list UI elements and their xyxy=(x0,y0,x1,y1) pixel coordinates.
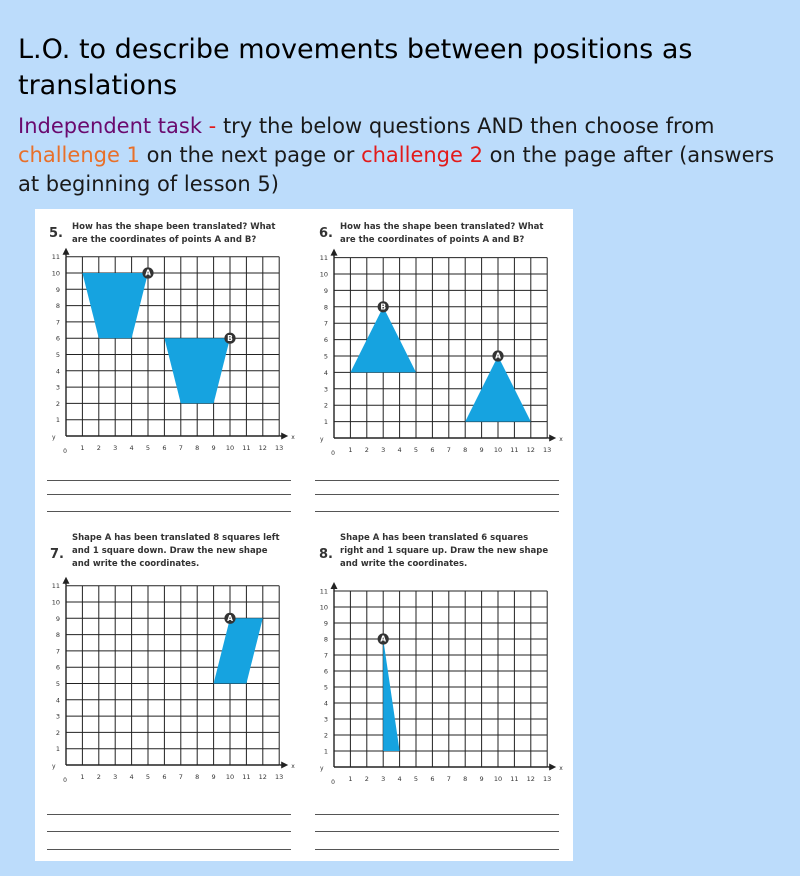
x-tick-label: 3 xyxy=(113,773,118,781)
coordinate-grid xyxy=(304,209,573,464)
answer-line[interactable] xyxy=(47,480,291,481)
question-5 xyxy=(35,209,304,529)
point-label: A xyxy=(227,613,233,623)
answer-line[interactable] xyxy=(315,494,559,495)
instructions-text-3: on the page after (answers xyxy=(482,143,775,167)
x-tick-label: 2 xyxy=(96,773,101,781)
x-tick-label: 13 xyxy=(543,775,552,783)
x-tick-label: 5 xyxy=(413,775,419,783)
instructions-dash: - xyxy=(202,114,223,138)
y-tick-label: 7 xyxy=(55,318,60,327)
challenge-1-link[interactable]: challenge 1 xyxy=(18,143,140,167)
y-tick-label: 3 xyxy=(55,383,60,392)
origin-label: 0 xyxy=(331,450,335,457)
instructions-line-3: at beginning of lesson 5) xyxy=(18,172,279,196)
question-8 xyxy=(304,527,573,861)
x-tick-label: 13 xyxy=(543,446,552,454)
shape xyxy=(164,338,230,403)
point-label: A xyxy=(380,634,387,644)
x-tick-label: 4 xyxy=(129,444,134,452)
y-tick-label: 2 xyxy=(55,728,60,737)
y-tick-label: 6 xyxy=(55,334,60,343)
instructions-line-2 xyxy=(18,141,800,170)
y-tick-label: 4 xyxy=(55,696,60,705)
y-axis-label: y xyxy=(320,765,324,772)
independent-task-label: Independent task xyxy=(18,114,202,138)
answer-line[interactable] xyxy=(47,831,291,832)
y-tick-label: 4 xyxy=(323,699,328,708)
question-number: 8. xyxy=(319,547,333,562)
worksheet-image xyxy=(35,209,573,861)
x-tick-label: 9 xyxy=(479,446,484,454)
y-tick-label: 1 xyxy=(55,416,60,425)
y-tick-label: 6 xyxy=(55,663,60,672)
x-tick-label: 7 xyxy=(178,444,183,452)
answer-line[interactable] xyxy=(47,814,291,815)
y-tick-label: 11 xyxy=(319,587,328,596)
question-number: 6. xyxy=(319,226,333,241)
question-text-line: and write the coordinates. xyxy=(72,559,200,569)
x-axis-label: x xyxy=(291,763,295,770)
y-tick-label: 7 xyxy=(323,651,328,660)
point-label: B xyxy=(380,302,387,312)
x-tick-label: 5 xyxy=(145,773,151,781)
question-text-line: Shape A has been translated 8 squares left xyxy=(72,533,280,543)
x-tick-label: 3 xyxy=(381,446,386,454)
question-number: 7. xyxy=(50,547,64,562)
x-tick-label: 4 xyxy=(397,446,402,454)
y-tick-label: 1 xyxy=(323,747,328,756)
y-tick-label: 1 xyxy=(323,418,328,427)
origin-label: 0 xyxy=(63,448,67,455)
x-tick-label: 4 xyxy=(129,773,134,781)
question-text-line: and 1 square down. Draw the new shape xyxy=(72,546,268,556)
answer-line[interactable] xyxy=(315,849,559,850)
y-axis-label: y xyxy=(52,434,56,441)
y-tick-label: 11 xyxy=(51,582,60,591)
y-tick-label: 9 xyxy=(323,286,328,295)
y-tick-label: 8 xyxy=(55,631,60,640)
x-tick-label: 7 xyxy=(446,446,451,454)
question-text-line: are the coordinates of points A and B? xyxy=(72,235,257,245)
x-tick-label: 8 xyxy=(463,446,468,454)
x-tick-label: 8 xyxy=(195,444,200,452)
x-tick-label: 5 xyxy=(145,444,151,452)
x-tick-label: 5 xyxy=(413,446,419,454)
question-text-line: Shape A has been translated 6 squares xyxy=(340,533,529,543)
point-label: A xyxy=(145,268,151,278)
x-tick-label: 6 xyxy=(162,444,167,452)
y-tick-label: 1 xyxy=(55,745,60,754)
x-tick-label: 11 xyxy=(510,775,519,783)
y-tick-label: 5 xyxy=(55,680,60,688)
y-tick-label: 6 xyxy=(323,336,328,345)
coordinate-grid xyxy=(35,209,304,464)
page-title: L.O. to describe movements between positions as translations xyxy=(18,34,693,101)
x-tick-label: 3 xyxy=(381,775,386,783)
question-text-line: are the coordinates of points A and B? xyxy=(340,235,525,245)
y-tick-label: 9 xyxy=(55,614,60,623)
y-tick-label: 7 xyxy=(55,647,60,656)
x-tick-label: 8 xyxy=(463,775,468,783)
coordinate-grid xyxy=(304,527,573,792)
x-tick-label: 8 xyxy=(195,773,200,781)
question-number: 5. xyxy=(49,226,63,241)
x-tick-label: 4 xyxy=(397,775,402,783)
x-tick-label: 10 xyxy=(493,775,503,783)
x-tick-label: 2 xyxy=(364,775,369,783)
question-text-line: right and 1 square up. Draw the new shape xyxy=(340,546,549,556)
instructions-text-2: on the next page or xyxy=(139,143,362,167)
x-tick-label: 6 xyxy=(430,775,435,783)
x-tick-label: 10 xyxy=(225,773,235,781)
x-tick-label: 10 xyxy=(493,446,503,454)
shape xyxy=(82,273,148,338)
x-tick-label: 12 xyxy=(258,773,267,781)
y-tick-label: 9 xyxy=(55,285,60,294)
x-tick-label: 2 xyxy=(96,444,101,452)
x-tick-label: 9 xyxy=(211,773,216,781)
y-tick-label: 3 xyxy=(323,385,328,394)
question-7 xyxy=(35,527,304,861)
x-tick-label: 6 xyxy=(162,773,167,781)
answer-line[interactable] xyxy=(315,831,559,832)
x-tick-label: 11 xyxy=(242,773,251,781)
instructions-line-1 xyxy=(18,112,800,141)
answer-line[interactable] xyxy=(47,511,291,512)
x-tick-label: 9 xyxy=(211,444,216,452)
x-axis-label: x xyxy=(291,434,295,441)
x-tick-label: 9 xyxy=(479,775,484,783)
y-tick-label: 4 xyxy=(323,368,328,377)
y-tick-label: 5 xyxy=(55,351,60,359)
x-tick-label: 1 xyxy=(348,446,353,454)
y-tick-label: 8 xyxy=(55,302,60,311)
y-tick-label: 2 xyxy=(55,399,60,408)
answer-line[interactable] xyxy=(47,494,291,495)
origin-label: 0 xyxy=(331,779,335,786)
y-tick-label: 6 xyxy=(323,667,328,676)
x-tick-label: 3 xyxy=(113,444,118,452)
x-tick-label: 12 xyxy=(526,775,535,783)
y-tick-label: 3 xyxy=(323,715,328,724)
y-tick-label: 9 xyxy=(323,619,328,628)
x-tick-label: 11 xyxy=(242,444,251,452)
y-axis-label: y xyxy=(52,763,56,770)
x-axis-label: x xyxy=(559,765,563,772)
answer-line[interactable] xyxy=(315,480,559,481)
y-tick-label: 5 xyxy=(323,683,328,692)
x-tick-label: 13 xyxy=(275,773,284,781)
origin-label: 0 xyxy=(63,777,67,784)
y-tick-label: 11 xyxy=(51,253,60,262)
y-tick-label: 5 xyxy=(323,352,328,361)
y-tick-label: 8 xyxy=(323,303,328,312)
point-label: B xyxy=(227,333,233,343)
y-tick-label: 4 xyxy=(55,367,60,376)
y-tick-label: 10 xyxy=(319,270,328,279)
x-tick-label: 7 xyxy=(446,775,451,783)
answer-line[interactable] xyxy=(315,511,559,512)
y-tick-label: 2 xyxy=(323,731,328,740)
coordinate-grid xyxy=(35,527,304,792)
instructions xyxy=(18,112,800,199)
question-6 xyxy=(304,209,573,529)
x-tick-label: 6 xyxy=(430,446,435,454)
shape xyxy=(383,639,399,751)
question-text-line: and write the coordinates. xyxy=(340,559,468,569)
y-tick-label: 11 xyxy=(319,254,328,263)
x-tick-label: 2 xyxy=(364,446,369,454)
x-tick-label: 11 xyxy=(510,446,519,454)
y-tick-label: 7 xyxy=(323,319,328,328)
x-tick-label: 7 xyxy=(178,773,183,781)
y-axis-label: y xyxy=(320,436,324,443)
answer-line[interactable] xyxy=(47,849,291,850)
y-tick-label: 2 xyxy=(323,401,328,410)
y-tick-label: 10 xyxy=(51,269,60,278)
x-axis-label: x xyxy=(559,436,563,443)
challenge-2-link[interactable]: challenge 2 xyxy=(361,143,483,167)
x-tick-label: 13 xyxy=(275,444,284,452)
question-text-line: How has the shape been translated? What xyxy=(340,222,544,232)
y-tick-label: 8 xyxy=(323,635,328,644)
x-tick-label: 12 xyxy=(258,444,267,452)
instructions-text-1: try the below questions AND then choose from xyxy=(222,114,715,138)
question-text-line: How has the shape been translated? What xyxy=(72,222,276,232)
x-tick-label: 1 xyxy=(348,775,353,783)
y-tick-label: 3 xyxy=(55,712,60,721)
answer-line[interactable] xyxy=(315,814,559,815)
x-tick-label: 10 xyxy=(225,444,235,452)
x-tick-label: 1 xyxy=(80,444,85,452)
x-tick-label: 1 xyxy=(80,773,85,781)
x-tick-label: 12 xyxy=(526,446,535,454)
y-tick-label: 10 xyxy=(319,603,328,612)
point-label: A xyxy=(495,351,501,361)
y-tick-label: 10 xyxy=(51,598,60,607)
